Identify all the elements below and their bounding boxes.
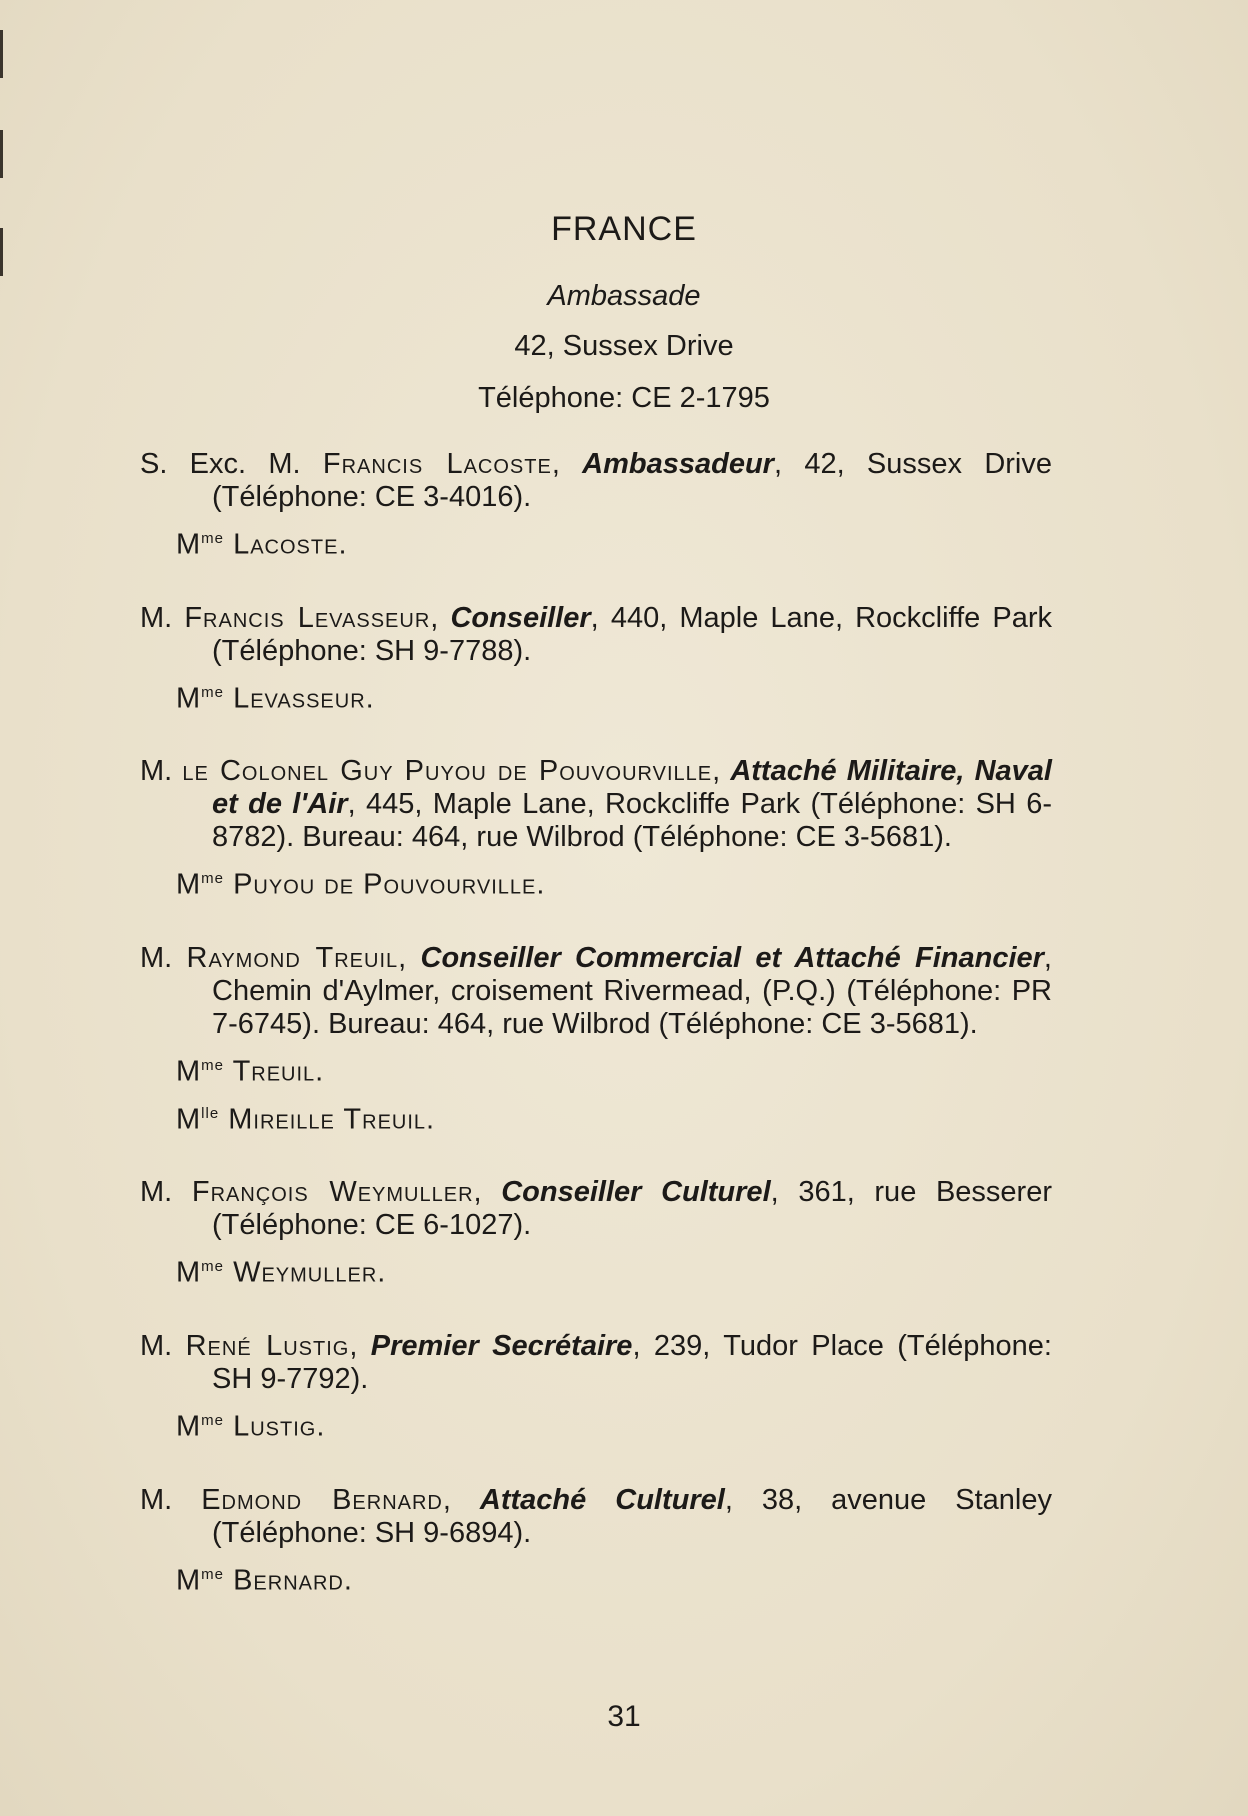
- person-details: 38, avenue Stanley (Téléphone: SH 9-6894).: [212, 1483, 1052, 1549]
- daughter-line: $M^{lle}$ Mireille Treuil.: [176, 1103, 436, 1136]
- person-title: Conseiller Culturel: [501, 1176, 771, 1209]
- spouse-line: $M^{me}$ Levasseur.: [176, 682, 375, 715]
- person-title: Attaché Culturel: [479, 1483, 725, 1516]
- section-heading: Ambassade: [547, 280, 701, 312]
- person-title: Premier Secrétaire: [370, 1329, 633, 1362]
- person-name: Edmond Bernard: [201, 1483, 443, 1516]
- person-details: 239, Tudor Place (Téléphone: SH 9-7792).: [212, 1329, 1052, 1395]
- entry-text: M. Raymond Treuil, Conseiller Commercial et Attaché Financier, Chemin d'Aylmer, croisement Rivermead, (P.Q.) (Téléphone: PR 7-6745). Bureau: 464, rue Wilbrod (Téléphone: CE 3-5681).: [140, 941, 1052, 1040]
- entry-text: S. Exc. M. Francis Lacoste, Ambassadeur, 42, Sussex Drive (Téléphone: CE 3-4016).: [140, 448, 1052, 513]
- staff-entry: [140, 602, 1052, 716]
- person-name: Francis Levasseur: [184, 601, 431, 634]
- staff-entry: [140, 1484, 1052, 1598]
- person-title: Conseiller Commercial et Attaché Financier: [420, 941, 1044, 974]
- edge-mark: [0, 130, 3, 178]
- entry-text: M. le Colonel Guy Puyou de Pouvourville, Attaché Militaire, Naval et de l'Air, 445, Maple Lane, Rockcliffe Park (Téléphone: SH 6-8782). Bureau: 464, rue Wilbrod (Téléphone: CE 3-5681).: [140, 755, 1053, 854]
- entry-text: M. François Weymuller, Conseiller Culturel, 361, rue Besserer (Téléphone: CE 6-1027).: [140, 1176, 1052, 1242]
- spouse-line: $M^{me}$ Bernard.: [176, 1564, 353, 1597]
- embassy-phone: Téléphone: CE 2-1795: [478, 382, 770, 414]
- person-title: Conseiller: [450, 601, 591, 634]
- staff-entry: [140, 755, 1052, 902]
- staff-entry: [140, 448, 1052, 562]
- embassy-address: 42, Sussex Drive: [514, 330, 734, 362]
- person-name: René Lustig: [185, 1329, 350, 1362]
- entry-text: M. Edmond Bernard, Attaché Culturel, 38, avenue Stanley (Téléphone: SH 9-6894).: [140, 1483, 1052, 1549]
- country-heading: FRANCE: [551, 210, 697, 248]
- spouse-line: $M^{me}$ Lustig.: [176, 1410, 326, 1443]
- spouse-line: $M^{me}$ Weymuller.: [176, 1256, 387, 1289]
- person-title: Ambassadeur: [582, 448, 774, 480]
- staff-entry: [140, 1330, 1052, 1444]
- person-details: 445, Maple Lane, Rockcliffe Park (Téléphone: SH 6-8782). Bureau: 464, rue Wilbrod (Téléphone: CE 3-5681).: [212, 788, 1053, 854]
- staff-entry: [140, 1176, 1052, 1290]
- page-number: 31: [607, 1700, 641, 1733]
- person-name: Raymond Treuil: [186, 941, 399, 974]
- person-details: Chemin d'Aylmer, croisement Rivermead, (P.Q.) (Téléphone: PR 7-6745). Bureau: 464, rue Wilbrod (Téléphone: CE 3-5681).: [212, 974, 1052, 1040]
- person-name: Francis Lacoste: [322, 448, 552, 480]
- person-details: 361, rue Besserer (Téléphone: CE 6-1027).: [212, 1176, 1052, 1242]
- spouse-line: $M^{me}$ Lacoste.: [176, 528, 348, 561]
- staff-entry: [140, 942, 1052, 1136]
- person-title: Attaché Militaire, Naval et de l'Air: [212, 755, 1052, 821]
- person-name: François Weymuller: [191, 1176, 474, 1209]
- person-details: 440, Maple Lane, Rockcliffe Park (Téléphone: SH 9-7788).: [212, 601, 1052, 667]
- person-details: 42, Sussex Drive (Téléphone: CE 3-4016).: [212, 448, 1052, 513]
- spouse-line: $M^{me}$ Treuil.: [176, 1055, 325, 1088]
- edge-mark: [0, 30, 3, 78]
- spouse-line: $M^{me}$ Puyou de Pouvourville.: [176, 868, 546, 901]
- staff-list: [140, 448, 1052, 1637]
- entry-text: M. René Lustig, Premier Secrétaire, 239, Tudor Place (Téléphone: SH 9-7792).: [140, 1329, 1052, 1395]
- entry-text: M. Francis Levasseur, Conseiller, 440, Maple Lane, Rockcliffe Park (Téléphone: SH 9-7788).: [140, 601, 1052, 667]
- person-name: le Colonel Guy Puyou de Pouvourville: [182, 755, 713, 788]
